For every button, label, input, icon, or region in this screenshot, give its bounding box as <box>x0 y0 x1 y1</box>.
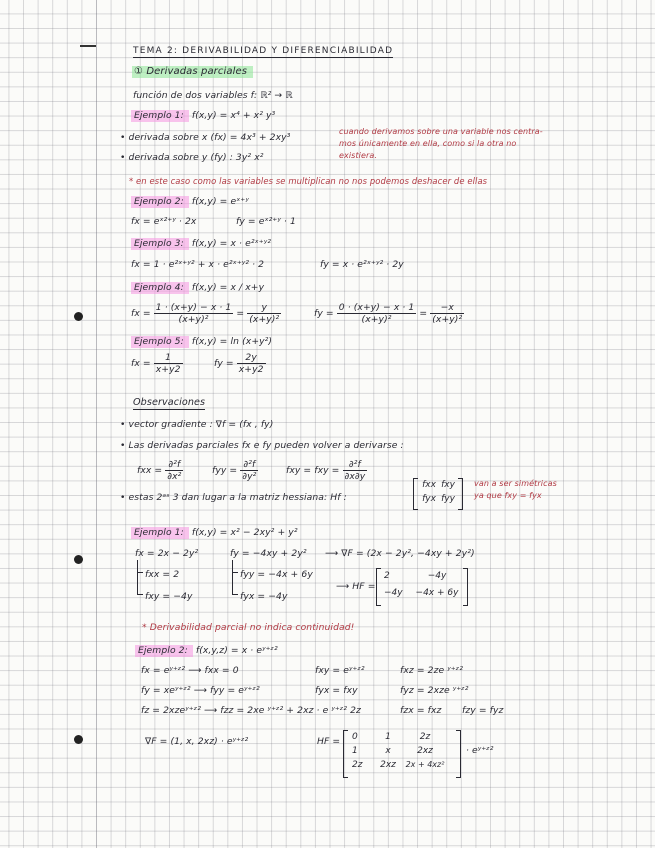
example-2-fy: fy = eˣ²⁺ʸ · 1 <box>236 216 296 227</box>
example-2-fx: fx = eˣ²⁺ʸ · 2x <box>131 216 197 227</box>
example-3-function: Ejemplo 3: f(x,y) = x · e²ˣ⁺ʸ² <box>131 238 271 249</box>
binder-hole <box>74 312 83 321</box>
example-4-fy: fy = $\frac{0 \cdot (x+y) - x \cdot 1}{\text{(x+y)²}}$ = $\frac{-x}{\text{(x+y)²}}$ <box>314 302 463 325</box>
example-2-function: Ejemplo 2: f(x,y) = eˣ⁺ʸ <box>131 196 249 207</box>
row-3-derivatives: fzy = fyz <box>462 705 504 716</box>
example-3-fx: fx = 1 · e²ˣ⁺ʸ² + x · e²ˣ⁺ʸ² · 2 <box>131 259 265 270</box>
row-3-derivatives: fz = 2xzeʸ⁺ᶻ² ⟶ fzz = 2xe ʸ⁺ᶻ² + 2xz · e ʸ⁺ᶻ² 2z <box>141 705 361 716</box>
page-title: TEMA 2: DERIVABILIDAD Y DIFERENCIABILIDAD <box>133 46 394 56</box>
section-heading: ① Derivadas parciales <box>132 66 253 77</box>
branch-arrow <box>137 572 143 595</box>
example-1-function: Ejemplo 1: f(x,y) = x⁴ + x² y³ <box>131 110 275 121</box>
row-2-derivatives: fy = xeʸ⁺ᶻ² ⟶ fyy = eʸ⁺ᶻ² <box>141 685 260 696</box>
hessian-generic-matrix: fxx fxy fyx fyy <box>413 478 463 510</box>
hessian-example-1-label: ⟶ HF = <box>336 581 376 592</box>
row-3-derivatives: fzx = fxz <box>400 705 442 716</box>
binder-hole <box>74 555 83 564</box>
hessian-example-2-factor: · eʸ⁺ᶻ² <box>466 745 494 756</box>
fyy-result: fyy = −4x + 6y <box>240 569 313 580</box>
example-1-dy: • derivada sobre y (fy) : 3y² x² <box>120 152 264 163</box>
observations-heading: Observaciones <box>133 397 206 408</box>
hessian-example-2-gradient: ∇F = (1, x, 2xz) · eʸ⁺ᶻ² <box>145 736 249 747</box>
fyy-definition: fyy = $\frac{\text{∂²f}}{\text{∂y²}}$ <box>212 459 257 482</box>
example-5-fy: fy = $\frac{2y}{x+y2}$ <box>214 352 264 375</box>
branch-arrow <box>232 572 238 595</box>
fyx-result: fyx = −4y <box>240 591 288 602</box>
note-line: mos únicamente en ella, como si la otra no <box>339 139 517 148</box>
continuity-note: * Derivabilidad parcial no indica continuidad! <box>142 622 355 633</box>
fxx-result: fxx = 2 <box>145 569 180 580</box>
binder-hole <box>74 735 83 744</box>
example-4-fx: fx = $\frac{1 \cdot (x+y) - x \cdot 1}{\text{(x+y)²}}$ = $\frac{y}{\text{(x+y)²}}$ <box>131 302 280 325</box>
example-5-function: Ejemplo 5: f(x,y) = ln (x+y²) <box>131 336 272 347</box>
hessian-example-1-gradient: ⟶ ∇F = (2x − 2y², −4xy + 2y²) <box>325 548 475 559</box>
symmetry-note: van a ser simétricas <box>474 479 557 488</box>
hessian-example-2-function: Ejemplo 2: f(x,y,z) = x · eʸ⁺ᶻ² <box>135 645 278 656</box>
example-5-fx: fx = $\frac{1}{x+y2}$ <box>131 352 181 375</box>
example-4-function: Ejemplo 4: f(x,y) = x / x+y <box>131 282 264 293</box>
row-1-derivatives: fx = eʸ⁺ᶻ² ⟶ fxx = 0 <box>141 665 239 676</box>
gradient-vector-text: • vector gradiente : ∇f = (fx , fy) <box>120 419 274 430</box>
margin-line <box>96 0 97 848</box>
second-derivatives-text: • Las derivadas parciales fx e fy pueden volver a derivarse : <box>120 440 404 451</box>
fxy-result: fxy = −4y <box>145 591 193 602</box>
intro-text: función de dos variables f: ℝ² → ℝ <box>133 90 293 101</box>
row-1-derivatives: fxy = eʸ⁺ᶻ² <box>315 665 365 676</box>
example-3-fy: fy = x · e²ˣ⁺ʸ² · 2y <box>320 259 404 270</box>
row-1-derivatives: fxz = 2ze ʸ⁺ᶻ² <box>400 665 463 676</box>
multiplication-note: * en este caso como las variables se multiplican no nos podemos deshacer de ellas <box>129 176 488 186</box>
page-mark <box>80 45 96 47</box>
hessian-example-1-matrix: 2 −4y −4y −4x + 6y <box>376 568 468 606</box>
hessian-example-1-function: Ejemplo 1: f(x,y) = x² − 2xy² + y² <box>131 527 298 538</box>
example-1-dx: • derivada sobre x (fx) = 4x³ + 2xy³ <box>120 132 291 143</box>
fxy-definition: fxy = fxy = $\frac{\text{∂²f}}{\partial x\partial y}$ <box>286 459 366 482</box>
hessian-example-1-fy: fy = −4xy + 2y² <box>230 548 307 559</box>
note-line: cuando derivamos sobre una variable nos centra- <box>339 127 543 136</box>
hessian-example-1-fx: fx = 2x − 2y² <box>135 548 199 559</box>
note-line: existiera. <box>339 151 378 160</box>
hessian-example-2-matrix: 0 1 2z 1 x 2xz 2z 2xz 2x + 4xz² <box>343 730 461 778</box>
hessian-text: • estas 2ᵃˢ 3 dan lugar a la matriz hessiana: Hf : <box>120 492 347 503</box>
fxx-definition: fxx = $\frac{\text{∂²f}}{\text{∂x²}}$ <box>137 459 182 482</box>
row-2-derivatives: fyz = 2xze ʸ⁺ᶻ² <box>400 685 469 696</box>
row-2-derivatives: fyx = fxy <box>315 685 358 696</box>
symmetry-note: ya que fxy = fyx <box>474 491 542 500</box>
hessian-example-2-label: HF = <box>317 736 341 747</box>
